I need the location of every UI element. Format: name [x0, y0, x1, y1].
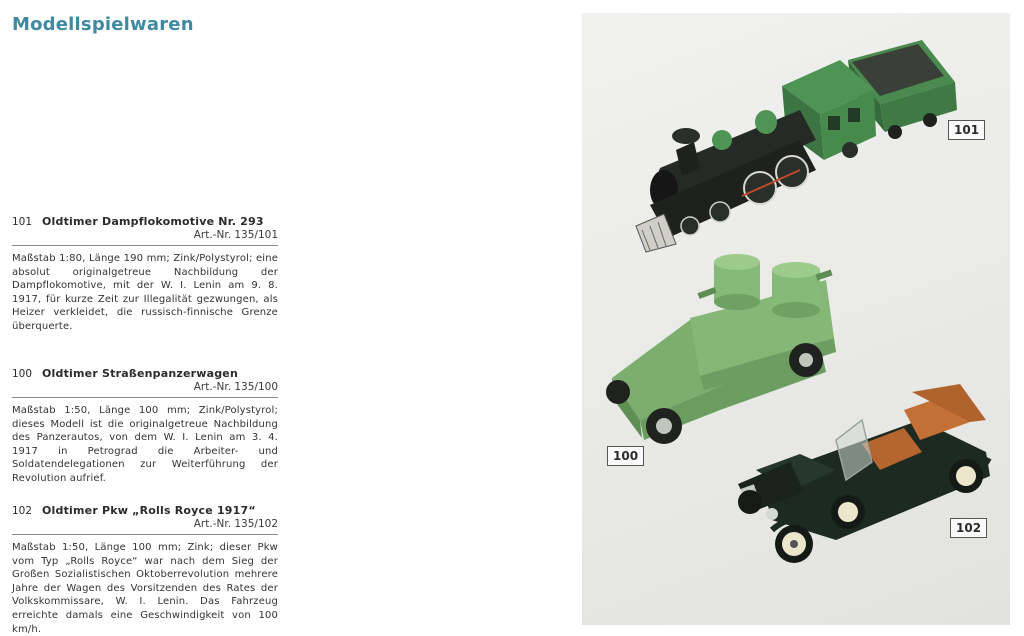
entry-heading	[12, 215, 278, 228]
locomotive-model	[636, 40, 957, 252]
entry-description: Maßstab 1:50, Länge 100 mm; Zink/Polystyrol; dieses Modell ist die originalgetreue Nachbildung des Panzerautos, von dem W. I. Lenin am 3. 4. 1917 in Petrograd die Arbeiter- und Soldatendelegationen zur Weiterführung der Revolution aufrief.	[12, 405, 278, 484]
entry-name: Oldtimer Straßenpanzerwagen	[42, 367, 238, 380]
label-102: 102	[950, 518, 987, 538]
catalog-entry-101	[12, 215, 278, 334]
entry-name: Oldtimer Dampflokomotive Nr. 293	[42, 215, 264, 228]
product-photo	[582, 13, 1010, 625]
divider	[12, 534, 278, 535]
page-title: Modellspielwaren	[12, 14, 194, 35]
entry-number: 102	[12, 505, 33, 517]
article-number: Art.-Nr. 135/101	[193, 229, 278, 241]
entry-description: Maßstab 1:50, Länge 100 mm; Zink; dieser Pkw vom Typ „Rolls Royce“ war nach dem Sieg der Großen Sozialistischen Oktoberrevolution mehrere Jahre der Wagen des Vorsitzenden des Rates der Volkskommissare, W. I. Lenin. Das Fahrzeug erreichte damals eine Geschwindigkeit von 100 km/h.	[12, 542, 278, 635]
divider	[12, 397, 278, 398]
divider	[12, 245, 278, 246]
label-100: 100	[607, 446, 644, 466]
entry-description: Maßstab 1:80, Länge 190 mm; Zink/Polystyrol; eine absolut originalgetreue Nachbildung der Dampflokomotive, mit der W. I. Lenin am 9. 8. 1917, für kurze Zeit zur Illegalität gezwungen, als Heizer verkleidet, die russisch-finnische Grenze überquerte.	[12, 253, 278, 332]
label-101: 101	[948, 120, 985, 140]
entry-heading	[12, 367, 278, 380]
entry-heading	[12, 504, 278, 517]
article-number: Art.-Nr. 135/100	[193, 381, 278, 393]
catalog-entry-100	[12, 367, 278, 486]
entry-number: 100	[12, 368, 33, 380]
models-illustration	[582, 13, 1010, 625]
armored-car-model	[606, 254, 836, 444]
entry-number: 101	[12, 216, 33, 228]
entry-name: Oldtimer Pkw „Rolls Royce 1917“	[42, 504, 256, 517]
catalog-entry-102	[12, 504, 278, 636]
article-number: Art.-Nr. 135/102	[193, 518, 278, 530]
